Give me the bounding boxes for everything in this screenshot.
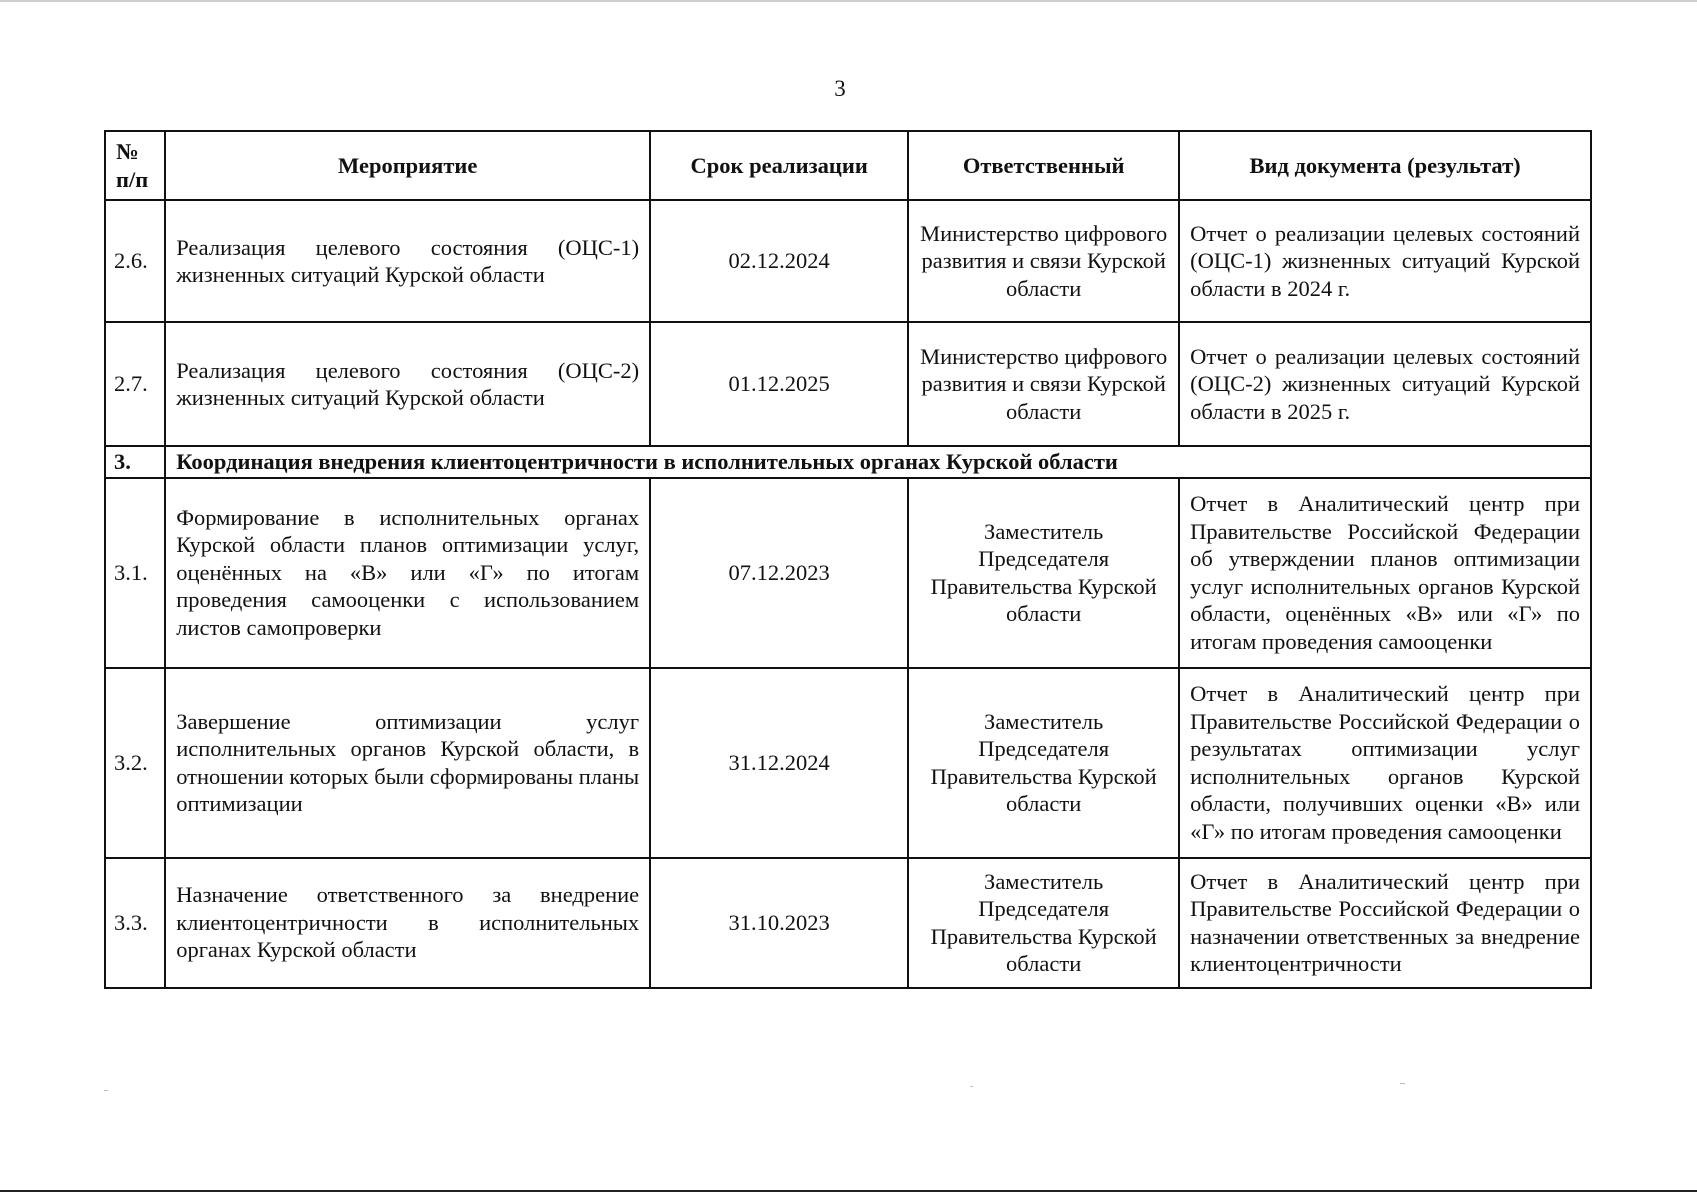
row-event: Завершение оптимизации услуг исполнительных органов Курской области, в отношении которых были сформированы планы оптимизации [165,668,650,858]
section-title: Координация внедрения клиентоцентричности в исполнительных органах Курской области [165,446,1591,478]
table-row [105,668,1591,858]
row-event: Реализация целевого состояния (ОЦС-2) жизненных ситуаций Курской области [165,322,650,446]
table-header-row [105,131,1591,200]
scan-bottom-edge [0,1190,1697,1192]
table-row [105,478,1591,668]
row-result: Отчет в Аналитический центр при Правительстве Российской Федерации о результатах оптимизации услуг исполнительных органов Курской области, получивших оценки «В» или «Г» по итогам проведения самооценки [1179,668,1591,858]
row-number: 2.7. [105,322,165,446]
row-term: 02.12.2024 [650,200,908,322]
page-number: 3 [834,76,846,101]
scan-artifact [1400,1083,1405,1084]
table-row [105,200,1591,322]
row-result: Отчет о реализации целевых состояний (ОЦС-1) жизненных ситуаций Курской области в 2024 г. [1179,200,1591,322]
header-term: Срок реализации [650,131,908,200]
row-event: Реализация целевого состояния (ОЦС-1) жизненных ситуаций Курской области [165,200,650,322]
table-row [105,322,1591,446]
section-number: 3. [105,446,165,478]
row-number: 2.6. [105,200,165,322]
row-number: 3.3. [105,858,165,988]
header-result: Вид документа (результат) [1179,131,1591,200]
row-term: 07.12.2023 [650,478,908,668]
row-result: Отчет в Аналитический центр при Правительстве Российской Федерации о назначении ответственных за внедрение клиентоцентричности [1179,858,1591,988]
row-term: 31.12.2024 [650,668,908,858]
scan-artifact [104,1090,108,1091]
scan-artifact [970,1086,973,1087]
row-term: 31.10.2023 [650,858,908,988]
row-result: Отчет в Аналитический центр при Правительстве Российской Федерации об утверждении планов оптимизации услуг исполнительных органов Курской области, оценённых «В» или «Г» по итогам проведения самооценки [1179,478,1591,668]
row-responsible: Заместитель Председателя Правительства Курской области [908,858,1179,988]
table-row [105,858,1591,988]
row-responsible: Министерство цифрового развития и связи Курской области [908,322,1179,446]
row-term: 01.12.2025 [650,322,908,446]
row-responsible: Заместитель Председателя Правительства Курской области [908,668,1179,858]
row-responsible: Министерство цифрового развития и связи Курской области [908,200,1179,322]
row-number: 3.1. [105,478,165,668]
row-event: Формирование в исполнительных органах Курской области планов оптимизации услуг, оценённых на «В» или «Г» по итогам проведения самооценки с использованием листов самопроверки [165,478,650,668]
plan-table [104,130,1592,989]
header-num: № п/п [105,131,165,200]
section-row [105,446,1591,478]
scan-top-edge [0,0,1697,2]
row-event: Назначение ответственного за внедрение клиентоцентричности в исполнительных органах Курской области [165,858,650,988]
row-number: 3.2. [105,668,165,858]
header-responsible: Ответственный [908,131,1179,200]
row-responsible: Заместитель Председателя Правительства Курской области [908,478,1179,668]
header-event: Мероприятие [165,131,650,200]
row-result: Отчет о реализации целевых состояний (ОЦС-2) жизненных ситуаций Курской области в 2025 г. [1179,322,1591,446]
